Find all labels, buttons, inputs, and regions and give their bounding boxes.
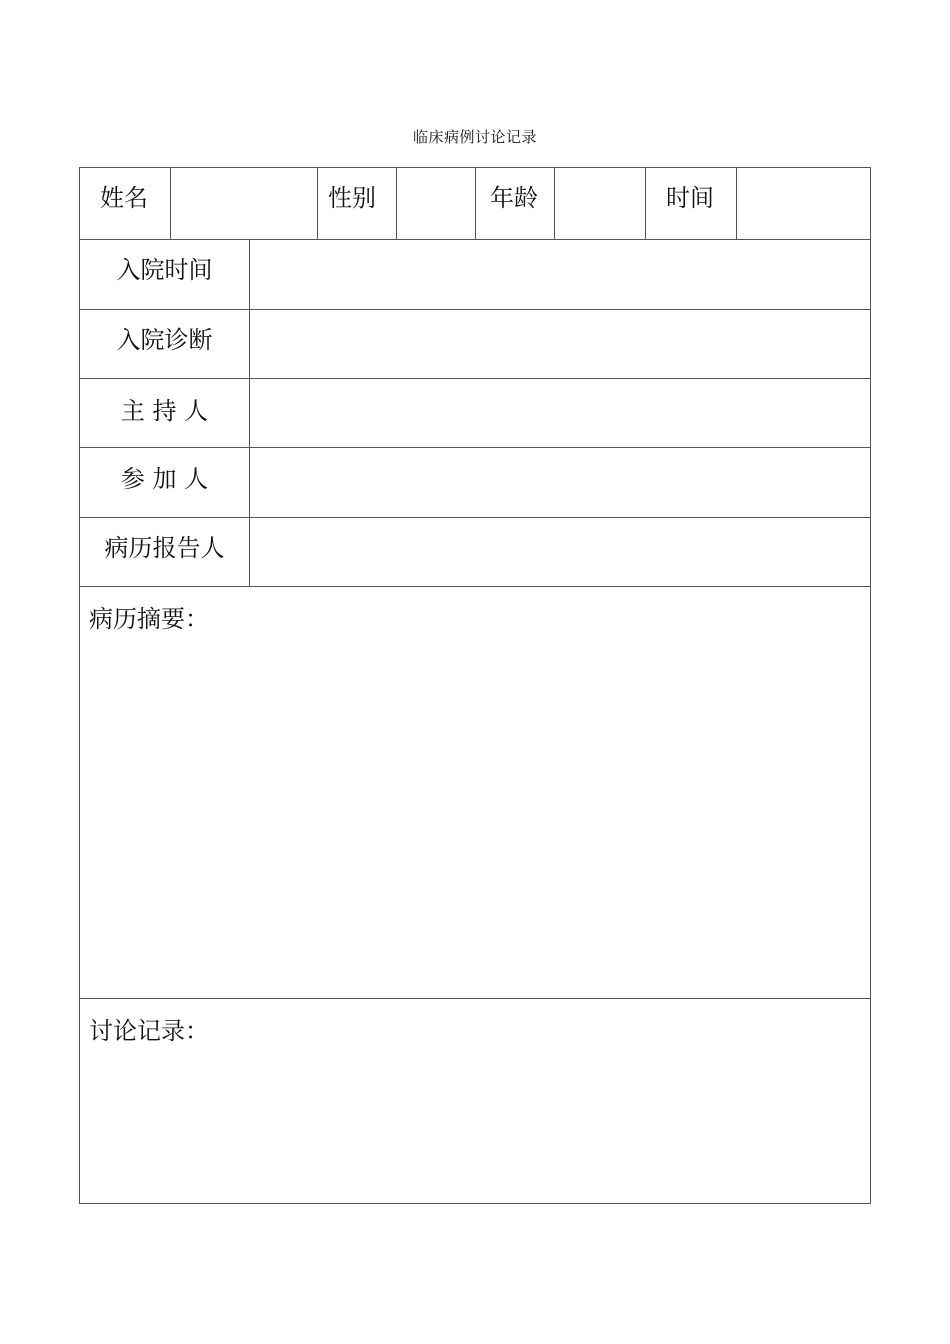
- divider: [475, 168, 476, 239]
- divider: [645, 168, 646, 239]
- time-field[interactable]: [737, 168, 871, 239]
- admission-diagnosis-field[interactable]: [250, 310, 871, 378]
- participants-label: 参 加 人: [120, 465, 209, 493]
- discussion-record-section[interactable]: [80, 998, 870, 1203]
- discussion-record-label: 讨论记录：: [89, 1017, 209, 1045]
- host-label-cell: [80, 379, 249, 447]
- name-field[interactable]: [171, 168, 317, 239]
- admission-diagnosis-row: [80, 309, 870, 378]
- name-label: 姓名: [100, 184, 148, 212]
- participants-field[interactable]: [250, 448, 871, 517]
- admission-diagnosis-label-cell: [80, 310, 249, 378]
- page-title: 临床病例讨论记录: [412, 128, 537, 146]
- age-field[interactable]: [555, 168, 645, 239]
- host-label: 主 持 人: [120, 397, 209, 425]
- admission-time-field[interactable]: [250, 240, 871, 309]
- divider: [317, 168, 318, 239]
- reporter-label-cell: [80, 518, 249, 586]
- case-discussion-form: [79, 167, 871, 1204]
- reporter-field[interactable]: [250, 518, 871, 586]
- age-label: 年龄: [490, 184, 538, 212]
- patient-info-row: [80, 168, 870, 239]
- reporter-label: 病历报告人: [104, 534, 225, 562]
- time-label: 时间: [666, 184, 714, 212]
- gender-field[interactable]: [397, 168, 475, 239]
- host-row: [80, 378, 870, 447]
- case-summary-section[interactable]: [80, 586, 870, 998]
- admission-diagnosis-label: 入院诊断: [116, 326, 213, 354]
- participants-label-cell: [80, 448, 249, 517]
- gender-label: 性别: [328, 184, 376, 212]
- admission-time-label-cell: [80, 240, 249, 309]
- admission-time-row: [80, 239, 870, 309]
- reporter-row: [80, 517, 870, 586]
- case-summary-label: 病历摘要：: [89, 605, 209, 633]
- host-field[interactable]: [250, 379, 871, 447]
- participants-row: [80, 447, 870, 517]
- admission-time-label: 入院时间: [116, 256, 213, 284]
